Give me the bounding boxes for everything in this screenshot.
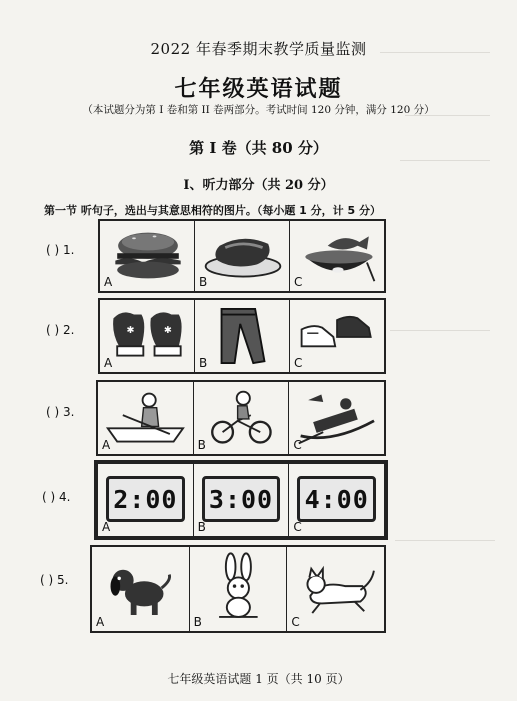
rabbit-icon (193, 549, 283, 629)
question-5-options (90, 545, 386, 633)
exam-notice: （本试题分为第 I 卷和第 II 卷两部分。考试时间 120 分钟，满分 120 分） (82, 104, 435, 116)
option-c[interactable] (289, 382, 384, 454)
question-1-options (98, 219, 386, 293)
question-4-options (94, 460, 388, 540)
question-3-label: ( ) 3. (46, 405, 75, 419)
svg-text:✱: ✱ (126, 325, 135, 337)
rowing-boat-icon (104, 384, 189, 452)
option-b[interactable] (194, 464, 290, 536)
option-a[interactable] (98, 464, 194, 536)
option-b[interactable] (194, 382, 290, 454)
option-letter: B (199, 275, 208, 289)
question-5-label: ( ) 5. (40, 573, 69, 587)
section-title: I、听力部分（共 20 分） (183, 178, 334, 193)
option-b[interactable] (190, 547, 288, 631)
trousers-icon (201, 302, 285, 370)
option-a[interactable] (100, 300, 195, 372)
option-letter: B (199, 356, 208, 370)
question-2-label: ( ) 2. (46, 323, 75, 337)
clock-time: 4:00 (304, 484, 369, 514)
bleed-through-line (400, 160, 490, 161)
option-letter: B (197, 520, 206, 534)
dog-icon (98, 549, 185, 629)
question-2-options (98, 298, 386, 374)
option-letter: C (293, 438, 302, 452)
mittens-icon (106, 302, 190, 370)
digital-clock-icon (202, 476, 281, 522)
cycling-icon (197, 384, 285, 452)
section-instruction: 第一节 听句子，选出与其意思相符的图片。（每小题 1 分，计 5 分） (44, 204, 381, 217)
option-letter: C (293, 520, 302, 534)
hamburger-icon (106, 223, 190, 289)
option-letter: C (291, 615, 300, 629)
option-b[interactable] (195, 221, 290, 291)
option-letter: A (102, 438, 111, 452)
option-a[interactable] (98, 382, 194, 454)
option-letter: B (193, 615, 202, 629)
option-c[interactable] (290, 300, 384, 372)
option-c[interactable] (289, 464, 384, 536)
option-a[interactable] (92, 547, 190, 631)
option-b[interactable] (195, 300, 290, 372)
part-title: 第 I 卷（共 80 分） (189, 139, 328, 157)
option-letter: A (102, 520, 111, 534)
question-1-label: ( ) 1. (46, 243, 75, 257)
option-letter: A (104, 275, 113, 289)
bleed-through-line (395, 540, 495, 541)
question-4-label: ( ) 4. (42, 490, 71, 504)
page-footer: 七年级英语试题 1 页（共 10 页） (167, 672, 350, 686)
subject-title: 七年级英语试题 (174, 76, 343, 102)
sneakers-icon (296, 302, 380, 370)
steak-icon (201, 223, 285, 289)
digital-clock-icon (297, 476, 376, 522)
digital-clock-icon (106, 476, 185, 522)
clock-time: 3:00 (208, 484, 274, 514)
clock-time: 2:00 (113, 484, 178, 514)
option-letter: B (197, 438, 206, 452)
option-a[interactable] (100, 221, 195, 291)
svg-text:✱: ✱ (163, 325, 172, 337)
option-letter: A (104, 356, 113, 370)
cat-icon (293, 549, 380, 629)
option-c[interactable] (290, 221, 384, 291)
option-letter: A (96, 615, 105, 629)
exam-title: 2022 年春季期末教学质量监测 (150, 40, 367, 58)
question-3-options (96, 380, 386, 456)
fish-noodles-icon (296, 223, 380, 289)
option-letter: C (294, 275, 303, 289)
option-letter: C (294, 356, 303, 370)
bleed-through-line (390, 330, 490, 331)
sledding-icon (295, 384, 380, 452)
option-c[interactable] (287, 547, 384, 631)
